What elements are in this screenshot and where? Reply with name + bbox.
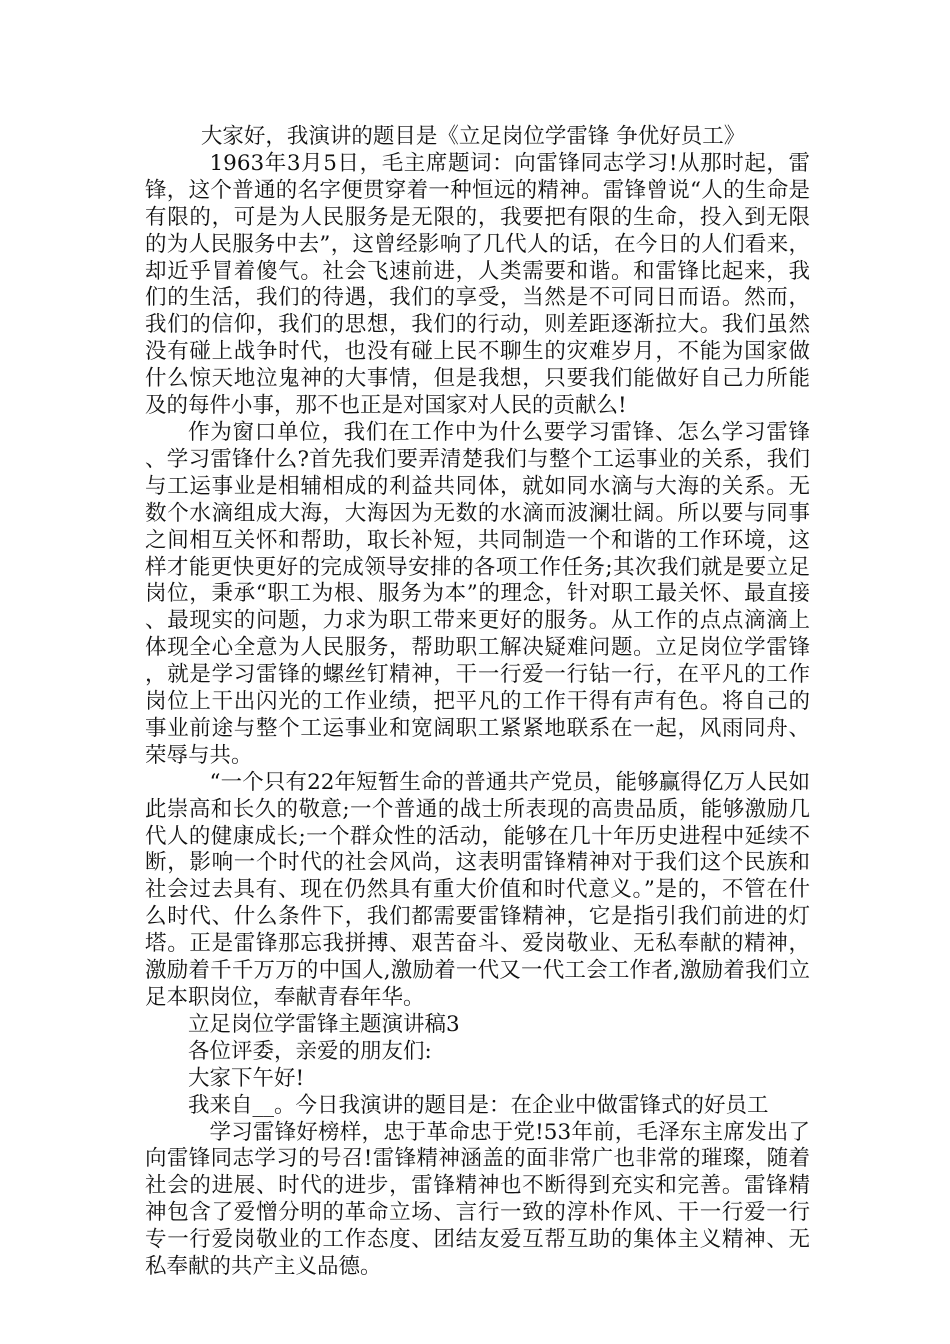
paragraph-1: 1963年3月5日，毛主席题词：向雷锋同志学习!从那时起，雷锋，这个普通的名字便贯穿着一种恒远的精神。雷锋曾说“人的生命是有限的，可是为人民服务是无限的，我要把有限的生命，投入到无限的为人民服务中去”，这曾经影响了几代人的话，在今日的人们看来，却近乎冒着傻气。社会飞速前进，人类需要和谐。和雷锋比起来，我们的生活，我们的待遇，我们的享受，当然是不可同日而语。然而，我们的信仰，我们的思想，我们的行动，则差距逐渐拉大。我们虽然没有碰上战争时代，也没有碰上民不聊生的灾难岁月，不能为国家做什么惊天地泣鬼神的大事情，但是我想，只要我们能做好自己力所能及的每件小事，那不也正是对国家对人民的贡献么! bbox=[145, 150, 810, 419]
section-heading: 立足岗位学雷锋主题演讲稿3 bbox=[188, 1011, 460, 1037]
greeting-line-2: 大家下午好! bbox=[188, 1065, 305, 1091]
paragraph-3: “一个只有22年短暂生命的普通共产党员，能够赢得亿万人民如此崇高和长久的敬意;一个普通的战士所表现的高贵品质，能够激励几代人的健康成长;一个群众性的活动，能够在几十年历史进程中延续不断，影响一个时代的社会风尚，这表明雷锋精神对于我们这个民族和社会过去具有、现在仍然具有重大价值和时代意义。”是的，不管在什么时代、什么条件下，我们都需要雷锋精神，它是指引我们前进的灯塔。正是雷锋那忘我拼搏、艰苦奋斗、爱岗敬业、无私奉献的精神，激励着千千万万的中国人,激励着一代又一代工会工作者,激励着我们立足本职岗位，奉献青春年华。 bbox=[145, 769, 810, 1010]
paragraph-2: 作为窗口单位，我们在工作中为什么要学习雷锋、怎么学习雷锋、学习雷锋什么?首先我们要弄清楚我们与整个工运事业的关系，我们与工运事业是相辅相成的利益共同体，就如同水滴与大海的关系。无数个水滴组成大海，大海因为无数的水滴而波澜壮阔。所以要与同事之间相互关怀和帮助，取长补短，共同制造一个和谐的工作环境，这样才能更快更好的完成领导安排的各项工作任务;其次我们就是要立足岗位，秉承“职工为根、服务为本”的理念，针对职工最关怀、最直接、最现实的问题，力求为职工带来更好的服务。从工作的点点滴滴上体现全心全意为人民服务，帮助职工解决疑难问题。立足岗位学雷锋，就是学习雷锋的螺丝钉精神，干一行爱一行钻一行，在平凡的工作岗位上干出闪光的工作业绩，把平凡的工作干得有声有色。将自己的事业前途与整个工运事业和宽阔职工紧紧地联系在一起，风雨同舟、荣辱与共。 bbox=[145, 419, 810, 768]
paragraph-4: 学习雷锋好榜样，忠于革命忠于党!53年前，毛泽东主席发出了向雷锋同志学习的号召!雷锋精神涵盖的面非常广也非常的璀璨，随着社会的进展、时代的进步，雷锋精神也不断得到充实和完善。雷锋精神包含了爱憎分明的革命立场、言行一致的淳朴作风、干一行爱一行专一行爱岗敬业的工作态度、团结友爱互帮互助的集体主义精神、无私奉献的共产主义品德。 bbox=[145, 1119, 810, 1280]
greeting-line: 各位评委，亲爱的朋友们: bbox=[188, 1038, 432, 1064]
document-body bbox=[145, 124, 810, 1281]
speech-title-line: 大家好，我演讲的题目是《立足岗位学雷锋 争优好员工》 bbox=[200, 124, 746, 149]
intro-line: 我来自__。今日我演讲的题目是：在企业中做雷锋式的好员工 bbox=[188, 1092, 769, 1118]
